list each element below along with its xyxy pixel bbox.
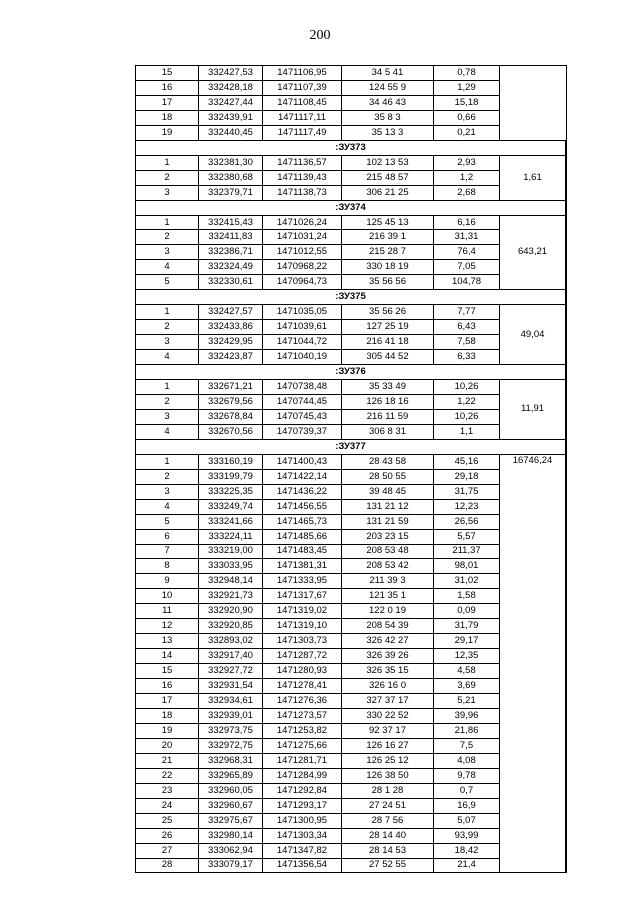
distance-cell: 29,18 (434, 469, 500, 484)
distance-cell: 4,58 (434, 664, 500, 679)
parcel-id-label: :ЗУ373 (136, 140, 566, 155)
direction-angle-cell: 27 52 55 (342, 858, 434, 873)
distance-cell: 29,17 (434, 634, 500, 649)
distance-cell: 31,75 (434, 484, 500, 499)
x-coordinate-cell: 332939,01 (199, 708, 263, 723)
distance-cell: 76,4 (434, 245, 500, 260)
point-number-cell: 21 (136, 753, 199, 768)
direction-angle-cell: 126 16 27 (342, 738, 434, 753)
parcel-header-row (136, 365, 566, 380)
y-coordinate-cell: 1471044,72 (263, 335, 342, 350)
parcel-area-cell: 16746,24 (500, 454, 566, 873)
x-coordinate-cell: 332670,56 (199, 424, 263, 439)
x-coordinate-cell: 332965,89 (199, 768, 263, 783)
point-number-cell: 13 (136, 634, 199, 649)
distance-cell: 4,08 (434, 753, 500, 768)
direction-angle-cell: 216 41 18 (342, 335, 434, 350)
point-number-cell: 1 (136, 155, 199, 170)
distance-cell: 45,16 (434, 454, 500, 469)
distance-cell: 26,56 (434, 514, 500, 529)
y-coordinate-cell: 1470744,45 (263, 394, 342, 409)
point-number-cell: 20 (136, 738, 199, 753)
distance-cell: 10,26 (434, 380, 500, 395)
x-coordinate-cell: 332381,30 (199, 155, 263, 170)
parcel-id-label: :ЗУ375 (136, 290, 566, 305)
x-coordinate-cell: 332439,91 (199, 110, 263, 125)
x-coordinate-cell: 332960,05 (199, 783, 263, 798)
direction-angle-cell: 28 14 40 (342, 828, 434, 843)
point-number-cell: 7 (136, 544, 199, 559)
x-coordinate-cell: 332893,02 (199, 634, 263, 649)
x-coordinate-cell: 332679,56 (199, 394, 263, 409)
point-number-cell: 3 (136, 245, 199, 260)
distance-cell: 1,2 (434, 170, 500, 185)
y-coordinate-cell: 1471300,95 (263, 813, 342, 828)
point-number-cell: 3 (136, 335, 199, 350)
point-number-cell: 11 (136, 604, 199, 619)
point-number-cell: 12 (136, 619, 199, 634)
direction-angle-cell: 122 0 19 (342, 604, 434, 619)
point-number-cell: 18 (136, 110, 199, 125)
direction-angle-cell: 34 5 41 (342, 66, 434, 81)
distance-cell: 31,31 (434, 230, 500, 245)
point-number-cell: 16 (136, 80, 199, 95)
page-number: 200 (309, 28, 331, 43)
x-coordinate-cell: 333079,17 (199, 858, 263, 873)
distance-cell: 21,4 (434, 858, 500, 873)
point-number-cell: 2 (136, 170, 199, 185)
direction-angle-cell: 326 35 15 (342, 664, 434, 679)
point-number-cell: 5 (136, 514, 199, 529)
y-coordinate-cell: 1471280,93 (263, 664, 342, 679)
x-coordinate-cell: 332411,83 (199, 230, 263, 245)
distance-cell: 15,18 (434, 95, 500, 110)
point-number-cell: 25 (136, 813, 199, 828)
y-coordinate-cell: 1471319,02 (263, 604, 342, 619)
distance-cell: 211,37 (434, 544, 500, 559)
distance-cell: 39,96 (434, 708, 500, 723)
point-number-cell: 4 (136, 350, 199, 365)
parcel-id-label: :ЗУ377 (136, 439, 566, 454)
direction-angle-cell: 326 39 26 (342, 649, 434, 664)
y-coordinate-cell: 1471422,14 (263, 469, 342, 484)
table-row (136, 454, 566, 469)
direction-angle-cell: 326 16 0 (342, 679, 434, 694)
x-coordinate-cell: 332415,43 (199, 215, 263, 230)
direction-angle-cell: 215 28 7 (342, 245, 434, 260)
distance-cell: 2,93 (434, 155, 500, 170)
point-number-cell: 6 (136, 529, 199, 544)
y-coordinate-cell: 1471317,67 (263, 589, 342, 604)
y-coordinate-cell: 1471039,61 (263, 320, 342, 335)
y-coordinate-cell: 1471483,45 (263, 544, 342, 559)
y-coordinate-cell: 1471276,36 (263, 694, 342, 709)
parcel-header-row (136, 140, 566, 155)
survey-coordinates-table (135, 65, 566, 873)
x-coordinate-cell: 332423,87 (199, 350, 263, 365)
distance-cell: 6,33 (434, 350, 500, 365)
distance-cell: 1,22 (434, 394, 500, 409)
y-coordinate-cell: 1471031,24 (263, 230, 342, 245)
point-number-cell: 5 (136, 275, 199, 290)
distance-cell: 12,35 (434, 649, 500, 664)
point-number-cell: 23 (136, 783, 199, 798)
direction-angle-cell: 126 18 16 (342, 394, 434, 409)
point-number-cell: 14 (136, 649, 199, 664)
distance-cell: 2,68 (434, 185, 500, 200)
direction-angle-cell: 124 55 9 (342, 80, 434, 95)
y-coordinate-cell: 1471281,71 (263, 753, 342, 768)
distance-cell: 21,86 (434, 723, 500, 738)
distance-cell: 0,09 (434, 604, 500, 619)
y-coordinate-cell: 1471333,95 (263, 574, 342, 589)
table-row (136, 380, 566, 395)
x-coordinate-cell: 332934,61 (199, 694, 263, 709)
distance-cell: 5,57 (434, 529, 500, 544)
direction-angle-cell: 306 21 25 (342, 185, 434, 200)
distance-cell: 16,9 (434, 798, 500, 813)
distance-cell: 6,16 (434, 215, 500, 230)
x-coordinate-cell: 332380,68 (199, 170, 263, 185)
point-number-cell: 1 (136, 305, 199, 320)
x-coordinate-cell: 333241,66 (199, 514, 263, 529)
parcel-id-label: :ЗУ376 (136, 365, 566, 380)
distance-cell: 104,78 (434, 275, 500, 290)
direction-angle-cell: 102 13 53 (342, 155, 434, 170)
y-coordinate-cell: 1471303,34 (263, 828, 342, 843)
parcel-area-cell: 11,91 (500, 380, 566, 440)
point-number-cell: 2 (136, 230, 199, 245)
y-coordinate-cell: 1470738,48 (263, 380, 342, 395)
x-coordinate-cell: 333062,94 (199, 843, 263, 858)
parcel-area-cell: 1,61 (500, 155, 566, 200)
point-number-cell: 26 (136, 828, 199, 843)
point-number-cell: 19 (136, 125, 199, 140)
table-row (136, 215, 566, 230)
distance-cell: 0,7 (434, 783, 500, 798)
point-number-cell: 18 (136, 708, 199, 723)
direction-angle-cell: 211 39 3 (342, 574, 434, 589)
x-coordinate-cell: 332968,31 (199, 753, 263, 768)
point-number-cell: 19 (136, 723, 199, 738)
x-coordinate-cell: 332386,71 (199, 245, 263, 260)
direction-angle-cell: 126 25 12 (342, 753, 434, 768)
table-row (136, 305, 566, 320)
direction-angle-cell: 208 54 39 (342, 619, 434, 634)
y-coordinate-cell: 1470745,43 (263, 409, 342, 424)
x-coordinate-cell: 332671,21 (199, 380, 263, 395)
point-number-cell: 15 (136, 664, 199, 679)
y-coordinate-cell: 1471356,54 (263, 858, 342, 873)
x-coordinate-cell: 332920,90 (199, 604, 263, 619)
parcel-header-row (136, 290, 566, 305)
distance-cell: 1,1 (434, 424, 500, 439)
direction-angle-cell: 330 22 52 (342, 708, 434, 723)
y-coordinate-cell: 1471139,43 (263, 170, 342, 185)
distance-cell: 31,02 (434, 574, 500, 589)
point-number-cell: 10 (136, 589, 199, 604)
direction-angle-cell: 92 37 17 (342, 723, 434, 738)
x-coordinate-cell: 332960,67 (199, 798, 263, 813)
y-coordinate-cell: 1471400,43 (263, 454, 342, 469)
direction-angle-cell: 215 48 57 (342, 170, 434, 185)
direction-angle-cell: 208 53 42 (342, 559, 434, 574)
y-coordinate-cell: 1471273,57 (263, 708, 342, 723)
point-number-cell: 2 (136, 469, 199, 484)
x-coordinate-cell: 332948,14 (199, 574, 263, 589)
point-number-cell: 4 (136, 260, 199, 275)
y-coordinate-cell: 1471136,57 (263, 155, 342, 170)
point-number-cell: 2 (136, 320, 199, 335)
x-coordinate-cell: 332972,75 (199, 738, 263, 753)
y-coordinate-cell: 1471040,19 (263, 350, 342, 365)
point-number-cell: 2 (136, 394, 199, 409)
distance-cell: 5,07 (434, 813, 500, 828)
y-coordinate-cell: 1471106,95 (263, 66, 342, 81)
point-number-cell: 1 (136, 215, 199, 230)
direction-angle-cell: 35 13 3 (342, 125, 434, 140)
parcel-id-label: :ЗУ374 (136, 200, 566, 215)
direction-angle-cell: 216 11 59 (342, 409, 434, 424)
direction-angle-cell: 208 53 48 (342, 544, 434, 559)
x-coordinate-cell: 332427,44 (199, 95, 263, 110)
direction-angle-cell: 39 48 45 (342, 484, 434, 499)
y-coordinate-cell: 1471117,49 (263, 125, 342, 140)
direction-angle-cell: 35 56 26 (342, 305, 434, 320)
y-coordinate-cell: 1470739,37 (263, 424, 342, 439)
direction-angle-cell: 35 33 49 (342, 380, 434, 395)
direction-angle-cell: 28 7 56 (342, 813, 434, 828)
distance-cell: 10,26 (434, 409, 500, 424)
distance-cell: 18,42 (434, 843, 500, 858)
direction-angle-cell: 131 21 59 (342, 514, 434, 529)
y-coordinate-cell: 1471284,99 (263, 768, 342, 783)
y-coordinate-cell: 1471456,55 (263, 499, 342, 514)
x-coordinate-cell: 333224,11 (199, 529, 263, 544)
direction-angle-cell: 28 1 28 (342, 783, 434, 798)
direction-angle-cell: 203 23 15 (342, 529, 434, 544)
x-coordinate-cell: 332973,75 (199, 723, 263, 738)
x-coordinate-cell: 332921,73 (199, 589, 263, 604)
direction-angle-cell: 327 37 17 (342, 694, 434, 709)
direction-angle-cell: 28 14 53 (342, 843, 434, 858)
y-coordinate-cell: 1471292,84 (263, 783, 342, 798)
y-coordinate-cell: 1470968,22 (263, 260, 342, 275)
x-coordinate-cell: 332429,95 (199, 335, 263, 350)
x-coordinate-cell: 333219,00 (199, 544, 263, 559)
point-number-cell: 27 (136, 843, 199, 858)
y-coordinate-cell: 1471293,17 (263, 798, 342, 813)
y-coordinate-cell: 1471303,73 (263, 634, 342, 649)
direction-angle-cell: 125 45 13 (342, 215, 434, 230)
parcel-area-cell: 49,04 (500, 305, 566, 365)
direction-angle-cell: 35 8 3 (342, 110, 434, 125)
direction-angle-cell: 131 21 12 (342, 499, 434, 514)
y-coordinate-cell: 1471485,66 (263, 529, 342, 544)
direction-angle-cell: 28 43 58 (342, 454, 434, 469)
distance-cell: 7,77 (434, 305, 500, 320)
direction-angle-cell: 306 8 31 (342, 424, 434, 439)
table-row (136, 66, 566, 81)
point-number-cell: 16 (136, 679, 199, 694)
table-row (136, 155, 566, 170)
point-number-cell: 8 (136, 559, 199, 574)
x-coordinate-cell: 332428,18 (199, 80, 263, 95)
distance-cell: 12,23 (434, 499, 500, 514)
direction-angle-cell: 216 39 1 (342, 230, 434, 245)
x-coordinate-cell: 333033,95 (199, 559, 263, 574)
parcel-area-cell (500, 66, 566, 141)
y-coordinate-cell: 1471436,22 (263, 484, 342, 499)
x-coordinate-cell: 332917,40 (199, 649, 263, 664)
distance-cell: 0,66 (434, 110, 500, 125)
y-coordinate-cell: 1471138,73 (263, 185, 342, 200)
direction-angle-cell: 330 18 19 (342, 260, 434, 275)
parcel-header-row (136, 439, 566, 454)
y-coordinate-cell: 1471278,41 (263, 679, 342, 694)
distance-cell: 31,79 (434, 619, 500, 634)
y-coordinate-cell: 1471012,55 (263, 245, 342, 260)
x-coordinate-cell: 333249,74 (199, 499, 263, 514)
point-number-cell: 4 (136, 499, 199, 514)
parcel-header-row (136, 200, 566, 215)
x-coordinate-cell: 332433,86 (199, 320, 263, 335)
distance-cell: 7,5 (434, 738, 500, 753)
distance-cell: 0,21 (434, 125, 500, 140)
y-coordinate-cell: 1471319,10 (263, 619, 342, 634)
distance-cell: 0,78 (434, 66, 500, 81)
x-coordinate-cell: 332427,57 (199, 305, 263, 320)
distance-cell: 6,43 (434, 320, 500, 335)
distance-cell: 1,58 (434, 589, 500, 604)
direction-angle-cell: 121 35 1 (342, 589, 434, 604)
x-coordinate-cell: 332330,61 (199, 275, 263, 290)
direction-angle-cell: 27 24 51 (342, 798, 434, 813)
direction-angle-cell: 35 56 56 (342, 275, 434, 290)
distance-cell: 98,01 (434, 559, 500, 574)
distance-cell: 7,05 (434, 260, 500, 275)
point-number-cell: 22 (136, 768, 199, 783)
parcel-area-cell: 643,21 (500, 215, 566, 290)
y-coordinate-cell: 1471347,82 (263, 843, 342, 858)
y-coordinate-cell: 1471117,11 (263, 110, 342, 125)
y-coordinate-cell: 1471465,73 (263, 514, 342, 529)
x-coordinate-cell: 333225,35 (199, 484, 263, 499)
point-number-cell: 15 (136, 66, 199, 81)
point-number-cell: 4 (136, 424, 199, 439)
x-coordinate-cell: 332324,49 (199, 260, 263, 275)
y-coordinate-cell: 1471108,45 (263, 95, 342, 110)
point-number-cell: 3 (136, 484, 199, 499)
x-coordinate-cell: 332678,84 (199, 409, 263, 424)
x-coordinate-cell: 332379,71 (199, 185, 263, 200)
distance-cell: 1,29 (434, 80, 500, 95)
x-coordinate-cell: 332440,45 (199, 125, 263, 140)
direction-angle-cell: 28 50 55 (342, 469, 434, 484)
x-coordinate-cell: 332427,53 (199, 66, 263, 81)
distance-cell: 3,69 (434, 679, 500, 694)
distance-cell: 93,99 (434, 828, 500, 843)
direction-angle-cell: 305 44 52 (342, 350, 434, 365)
x-coordinate-cell: 332931,54 (199, 679, 263, 694)
point-number-cell: 3 (136, 409, 199, 424)
y-coordinate-cell: 1471107,39 (263, 80, 342, 95)
point-number-cell: 3 (136, 185, 199, 200)
y-coordinate-cell: 1471026,24 (263, 215, 342, 230)
distance-cell: 5,21 (434, 694, 500, 709)
point-number-cell: 1 (136, 454, 199, 469)
x-coordinate-cell: 333199,79 (199, 469, 263, 484)
point-number-cell: 9 (136, 574, 199, 589)
direction-angle-cell: 326 42 27 (342, 634, 434, 649)
point-number-cell: 17 (136, 694, 199, 709)
x-coordinate-cell: 332927,72 (199, 664, 263, 679)
direction-angle-cell: 34 46 43 (342, 95, 434, 110)
direction-angle-cell: 126 38 50 (342, 768, 434, 783)
y-coordinate-cell: 1471253,82 (263, 723, 342, 738)
x-coordinate-cell: 332980,14 (199, 828, 263, 843)
point-number-cell: 17 (136, 95, 199, 110)
x-coordinate-cell: 332920,85 (199, 619, 263, 634)
direction-angle-cell: 127 25 19 (342, 320, 434, 335)
y-coordinate-cell: 1471275,66 (263, 738, 342, 753)
point-number-cell: 24 (136, 798, 199, 813)
x-coordinate-cell: 332975,67 (199, 813, 263, 828)
point-number-cell: 28 (136, 858, 199, 873)
y-coordinate-cell: 1471287,72 (263, 649, 342, 664)
point-number-cell: 1 (136, 380, 199, 395)
y-coordinate-cell: 1470964,73 (263, 275, 342, 290)
y-coordinate-cell: 1471035,05 (263, 305, 342, 320)
distance-cell: 9,78 (434, 768, 500, 783)
page-border-line (566, 65, 567, 873)
y-coordinate-cell: 1471381,31 (263, 559, 342, 574)
distance-cell: 7,58 (434, 335, 500, 350)
x-coordinate-cell: 333160,19 (199, 454, 263, 469)
